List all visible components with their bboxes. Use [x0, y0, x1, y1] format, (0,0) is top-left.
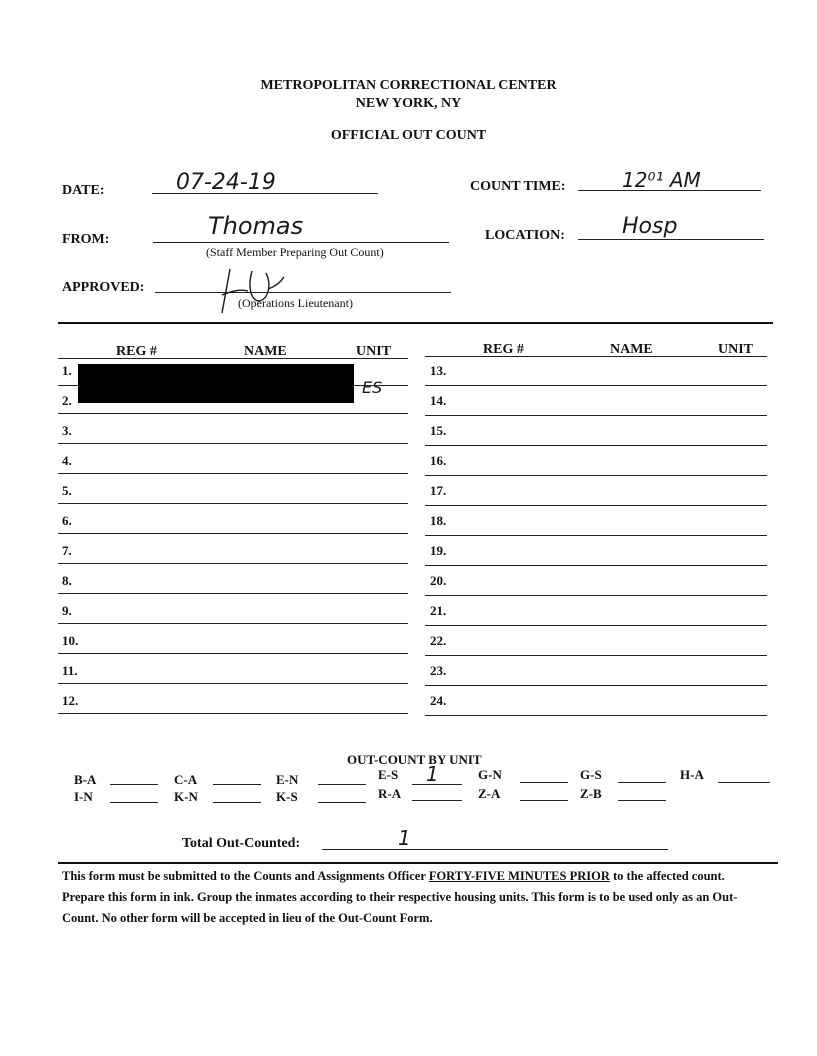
unit-label-ba: B-A [74, 772, 97, 787]
unit-label-kn: K-N [174, 789, 198, 804]
row-number: 15. [430, 423, 447, 438]
from-value: Thomas [208, 212, 304, 240]
row-number: 23. [430, 663, 447, 678]
row-number: 8. [62, 573, 72, 588]
unit-label-gs: G-S [580, 767, 602, 782]
location-label: LOCATION: [485, 228, 565, 243]
left-reg-header: REG # [116, 344, 157, 359]
table-row [425, 535, 767, 536]
unit-line-kn [213, 802, 261, 803]
row-number: 22. [430, 633, 447, 648]
row-number: 12. [62, 693, 79, 708]
table-row [58, 473, 408, 474]
unit-line-gs [618, 782, 666, 783]
unit-line-zb [618, 800, 666, 801]
row-number: 3. [62, 423, 72, 438]
row-number: 18. [430, 513, 447, 528]
location-line [578, 239, 764, 240]
unit-line-ba [110, 784, 158, 785]
unit-label-za: Z-A [478, 786, 501, 801]
row-number: 6. [62, 513, 72, 528]
total-label: Total Out-Counted: [182, 836, 301, 851]
table-row [425, 445, 767, 446]
table-row [425, 595, 767, 596]
row-number: 16. [430, 453, 447, 468]
row-number: 21. [430, 603, 447, 618]
count-time-value: 12⁰¹ AM [622, 168, 701, 192]
table-row [58, 623, 408, 624]
left-header-line [58, 358, 408, 359]
unit-line-ks [318, 802, 366, 803]
unit-label-es: E-S [378, 767, 399, 782]
footer-text-before: This form must be submitted to the Counts and Assignments Officer [62, 869, 429, 883]
date-value: 07-24-19 [176, 170, 276, 195]
unit-label-gn: G-N [478, 767, 502, 782]
from-line [153, 242, 449, 243]
approved-caption: (Operations Lieutenant) [238, 296, 353, 310]
unit-line-ca [213, 784, 261, 785]
table-row [58, 653, 408, 654]
table-row [425, 385, 767, 386]
unit-value-es: 1 [426, 762, 439, 786]
unit-line-ha [718, 782, 770, 783]
table-row [425, 715, 767, 716]
table-row [425, 655, 767, 656]
table-row [58, 683, 408, 684]
table-row [58, 563, 408, 564]
redaction-block [78, 364, 354, 403]
table-row [425, 625, 767, 626]
row-number: 20. [430, 573, 447, 588]
unit-label-zb: Z-B [580, 786, 602, 801]
row-number: 4. [62, 453, 72, 468]
date-label: DATE: [62, 183, 105, 198]
row-number: 14. [430, 393, 447, 408]
table-row [425, 685, 767, 686]
table-row [425, 565, 767, 566]
table-row [425, 505, 767, 506]
row-number: 5. [62, 483, 72, 498]
header-separator [58, 322, 773, 324]
row-number: 13. [430, 363, 447, 378]
table-row [58, 533, 408, 534]
row1-unit-value: ES [362, 378, 383, 397]
unit-label-ks: K-S [276, 789, 298, 804]
from-label: FROM: [62, 232, 110, 247]
table-row [425, 415, 767, 416]
row-number: 19. [430, 543, 447, 558]
left-name-header: NAME [244, 344, 287, 359]
right-name-header: NAME [610, 342, 653, 357]
table-row [58, 503, 408, 504]
row-number: 11. [62, 663, 78, 678]
approved-line [155, 292, 451, 293]
table-row [58, 593, 408, 594]
row-number: 9. [62, 603, 72, 618]
table-row [58, 443, 408, 444]
count-time-label: COUNT TIME: [470, 179, 566, 194]
right-reg-header: REG # [483, 342, 524, 357]
footer-text-after: to the affected count. Prepare this form in ink. Group the inmates according to their respective housing units. This form is to be used only as an Out-Count. No other form will be accepted in lieu of the Out-Count Form. [62, 869, 738, 925]
unit-line-ra [412, 800, 462, 801]
row-number: 24. [430, 693, 447, 708]
form-title: OFFICIAL OUT COUNT [330, 128, 487, 143]
unit-line-in [110, 802, 158, 803]
row-number: 17. [430, 483, 447, 498]
table-row [425, 475, 767, 476]
right-unit-header: UNIT [718, 342, 754, 357]
unit-label-ha: H-A [680, 767, 704, 782]
footer-emphasis: FORTY-FIVE MINUTES PRIOR [428, 869, 610, 883]
unit-label-ra: R-A [378, 786, 402, 801]
total-value: 1 [398, 826, 411, 850]
footer-separator [58, 862, 778, 864]
location-value: Hosp [622, 214, 678, 239]
total-line [322, 849, 668, 850]
unit-line-en [318, 784, 366, 785]
row-number: 1. [62, 363, 72, 378]
institution-title: METROPOLITAN CORRECTIONAL CENTER [260, 78, 557, 93]
unit-line-za [520, 800, 568, 801]
from-caption: (Staff Member Preparing Out Count) [206, 245, 384, 259]
table-row [58, 413, 408, 414]
unit-label-in: I-N [74, 789, 93, 804]
footer-instructions [62, 866, 762, 929]
unit-label-en: E-N [276, 772, 299, 787]
institution-city: NEW YORK, NY [355, 96, 462, 111]
right-header-line [425, 356, 767, 357]
unit-label-ca: C-A [174, 772, 198, 787]
row-number: 2. [62, 393, 72, 408]
row-number: 10. [62, 633, 79, 648]
table-row [58, 713, 408, 714]
row-number: 7. [62, 543, 72, 558]
unit-line-gn [520, 782, 568, 783]
left-unit-header: UNIT [356, 344, 392, 359]
approved-label: APPROVED: [62, 280, 145, 295]
out-count-title: OUT-COUNT BY UNIT [347, 752, 482, 767]
